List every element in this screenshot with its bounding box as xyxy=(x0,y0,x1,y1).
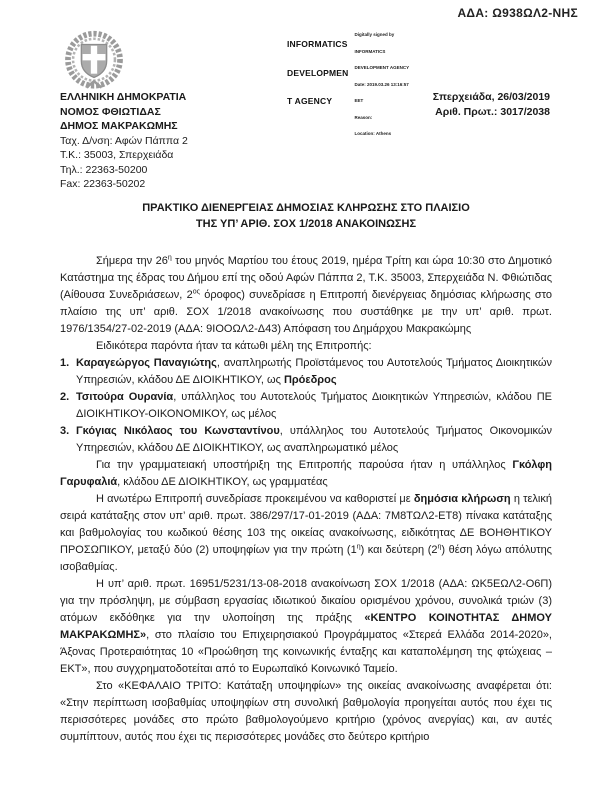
republic-line: ΕΛΛΗΝΙΚΗ ΔΗΜΟΚΡΑΤΙΑ xyxy=(60,91,187,103)
fax-line: Fax: 22363-50202 xyxy=(60,178,146,190)
paragraph: Η υπ’ αριθ. πρωτ. 16951/5231/13-08-2018 ανακοίνωση ΣΟΧ 1/2018 (ΑΔΑ: ΩΚ5ΕΩΛ2-Ο6Π) για την πρόσληψη, με σύμβαση εργασίας ιδιωτικού δικαίου ορισμένου χρόνου, συνολικά τριών (3) ατόμων εκδόθηκε για την υλοποίηση της πράξης «ΚΕΝΤΡΟ ΚΟΙΝΟΤΗΤΑΣ ΔΗΜΟΥ ΜΑΚΡΑΚΩΜΗΣ», στο πλαίσιο του Επιχειρησιακού Προγράμματος «Στερεά Ελλάδα 2014-2020», Άξονας Προτεραιότητας 10 «Προώθηση της κοινωνικής ένταξης και καταπολέμηση της φτώχειας – ΕΚΤ», που συγχρηματοδοτείται από το Ευρωπαϊκό Κοινωνικό Ταμείο. xyxy=(60,578,552,675)
paragraph: Στο «ΚΕΦΑΛΑΙΟ ΤΡΙΤΟ: Κατάταξη υποψηφίων» της οικείας ανακοίνωσης αναφέρεται ότι: «Στην περίπτωση ισοβαθμίας υποψηφίων στη συνολική βαθμολογία προηγείται αυτός που έχει τις περισσότερες μονάδες στο πρώτο βαθμολογούμενο κριτήριο (χρόνος ανεργίας) και, αν αυτές συμπίπτουν, αυτός που έχει τις περισσότερες μονάδες στο δεύτερο κριτήριο xyxy=(60,680,552,743)
municipality-line: ΔΗΜΟΣ ΜΑΚΡΑΚΩΜΗΣ xyxy=(60,120,178,132)
list-number: 2. xyxy=(60,391,70,403)
paragraph: Η ανωτέρω Επιτροπή συνεδρίασε προκειμένου να καθοριστεί με δημόσια κλήρωση η τελική σειρά κατάταξης στον υπ’ αριθ. πρωτ. 386/297/17-01-2019 (ΑΔΑ: 7Μ8ΤΩΛ2-ΕΤ8) πίνακα κατάταξης και βαθμολογίας του κωδικού θέσης 103 της οικείας ανακοίνωσης, ειδικότητας ΔΕ ΒΟΗΘΗΤΙΚΟΥ ΠΡΟΣΩΠΙΚΟΥ, μεταξύ δύο (2) υποψηφίων για την πρώτη $(1^\eta)$ και δεύτερη $(2^\eta)$ θέση λόγω απόλυτης ισοβαθμίας. xyxy=(60,493,552,573)
digital-signature-stamp xyxy=(287,21,409,148)
place-date-line: Σπερχειάδα, 26/03/2019 xyxy=(432,91,550,103)
postal-line: Τ.Κ.: 35003, Σπερχειάδα xyxy=(60,149,174,161)
date-protocol-block xyxy=(433,90,550,120)
protocol-number-line: Αριθ. Πρωτ.: 3017/2038 xyxy=(435,106,550,118)
document-title: ΠΡΑΚΤΙΚΟ ΔΙΕΝΕΡΓΕΙΑΣ ΔΗΜΟΣΙΑΣ ΚΛΗΡΩΣΗΣ ΣΤΟ ΠΛΑΙΣΙΟ ΤΗΣ ΥΠ’ ΑΡΙΘ. ΣΟΧ 1/2018 ΑΝΑΚΟΙΝΩΣΗΣ xyxy=(142,202,470,230)
list-item: 2. Τσιτούρα Ουρανία, υπάλληλος του Αυτοτελούς Τμήματος Διοικητικών Υπηρεσιών, κλάδου ΠΕ ΔΙΟΙΚΗΤΙΚΟΥ-ΟΙΚΟΝΟΜΙΚΟΥ, ως μέλος xyxy=(60,391,553,420)
list-item: 3. Γκόγιας Νικόλαος του Κωνσταντίνου, υπάλληλος του Αυτοτελούς Τμήματος Οικονομικών Υπηρεσιών, κλάδου ΔΕ ΔΙΟΙΚΗΤΙΚΟΥ, ως αναπληρωματικό μέλος xyxy=(60,425,552,454)
paragraph: Σήμερα την $26^\eta$ του μηνός Μαρτίου του έτους 2019, ημέρα Τρίτη και ώρα 10:30 στο Δημοτικό Κατάστημα της έδρας του Δήμου επί της οδού Αφών Πάππα 2, Τ.Κ. 35003, Σπερχειάδα Ν. Φθιώτιδας (Αίθουσα Συνεδριάσεων, $2^{o\varsigma}$ όροφος) συνεδρίασε η Επιτροπή διενέργειας δημόσιας κλήρωσης στο πλαίσιο της υπ’ αριθ. ΣΟΧ 1/2018 ανακοίνωσης που συστάθηκε με την υπ’ αριθ. πρωτ. 1976/1354/27-02-2019 (ΑΔΑ: 9ΙΟΟΩΛ2-Δ43) Απόφαση του Δημάρχου Μακρακώμης xyxy=(60,254,552,335)
sender-header-block xyxy=(60,90,188,192)
stamp-signature-details: Digitally signed by INFORMATICS DEVELOPMENT AGENCY Date: 2019.03.26 13:16:57 EET Reason: Location: Athens xyxy=(354,32,410,136)
stamp-agency-name: INFORMATICS DEVELOPMEN T AGENCY xyxy=(287,39,349,106)
paragraph: Ειδικότερα παρόντα ήταν τα κάτωθι μέλη της Επιτροπής: xyxy=(96,340,372,352)
document-body xyxy=(60,253,552,746)
list-number: 3. xyxy=(60,425,70,437)
paragraph: Για την γραμματειακή υποστήριξη της Επιτροπής παρούσα ήταν η υπάλληλος Γκόλφη Γαρυφαλιά, κλάδου ΔΕ ΔΙΟΙΚΗΤΙΚΟΥ, ως γραμματέας xyxy=(60,459,552,488)
phone-line: Τηλ.: 22363-50200 xyxy=(60,163,148,176)
ada-code: ΑΔΑ: Ω938ΩΛ2-ΝΗΣ xyxy=(457,6,578,20)
list-number: 1. xyxy=(60,357,70,369)
prefecture-line: ΝΟΜΟΣ ΦΘΙΩΤΙΔΑΣ xyxy=(60,105,161,118)
list-item: 1. Καραγεώργος Παναγιώτης, αναπληρωτής Προϊστάμενος του Αυτοτελούς Τμήματος Διοικητικών Υπηρεσιών, κλάδου ΔΕ ΔΙΟΙΚΗΤΙΚΟΥ, ως Πρόεδρος xyxy=(60,357,552,386)
address-line: Ταχ. Δ/νση: Αφών Πάππα 2 xyxy=(60,134,188,147)
greek-coat-of-arms-icon xyxy=(62,28,126,94)
